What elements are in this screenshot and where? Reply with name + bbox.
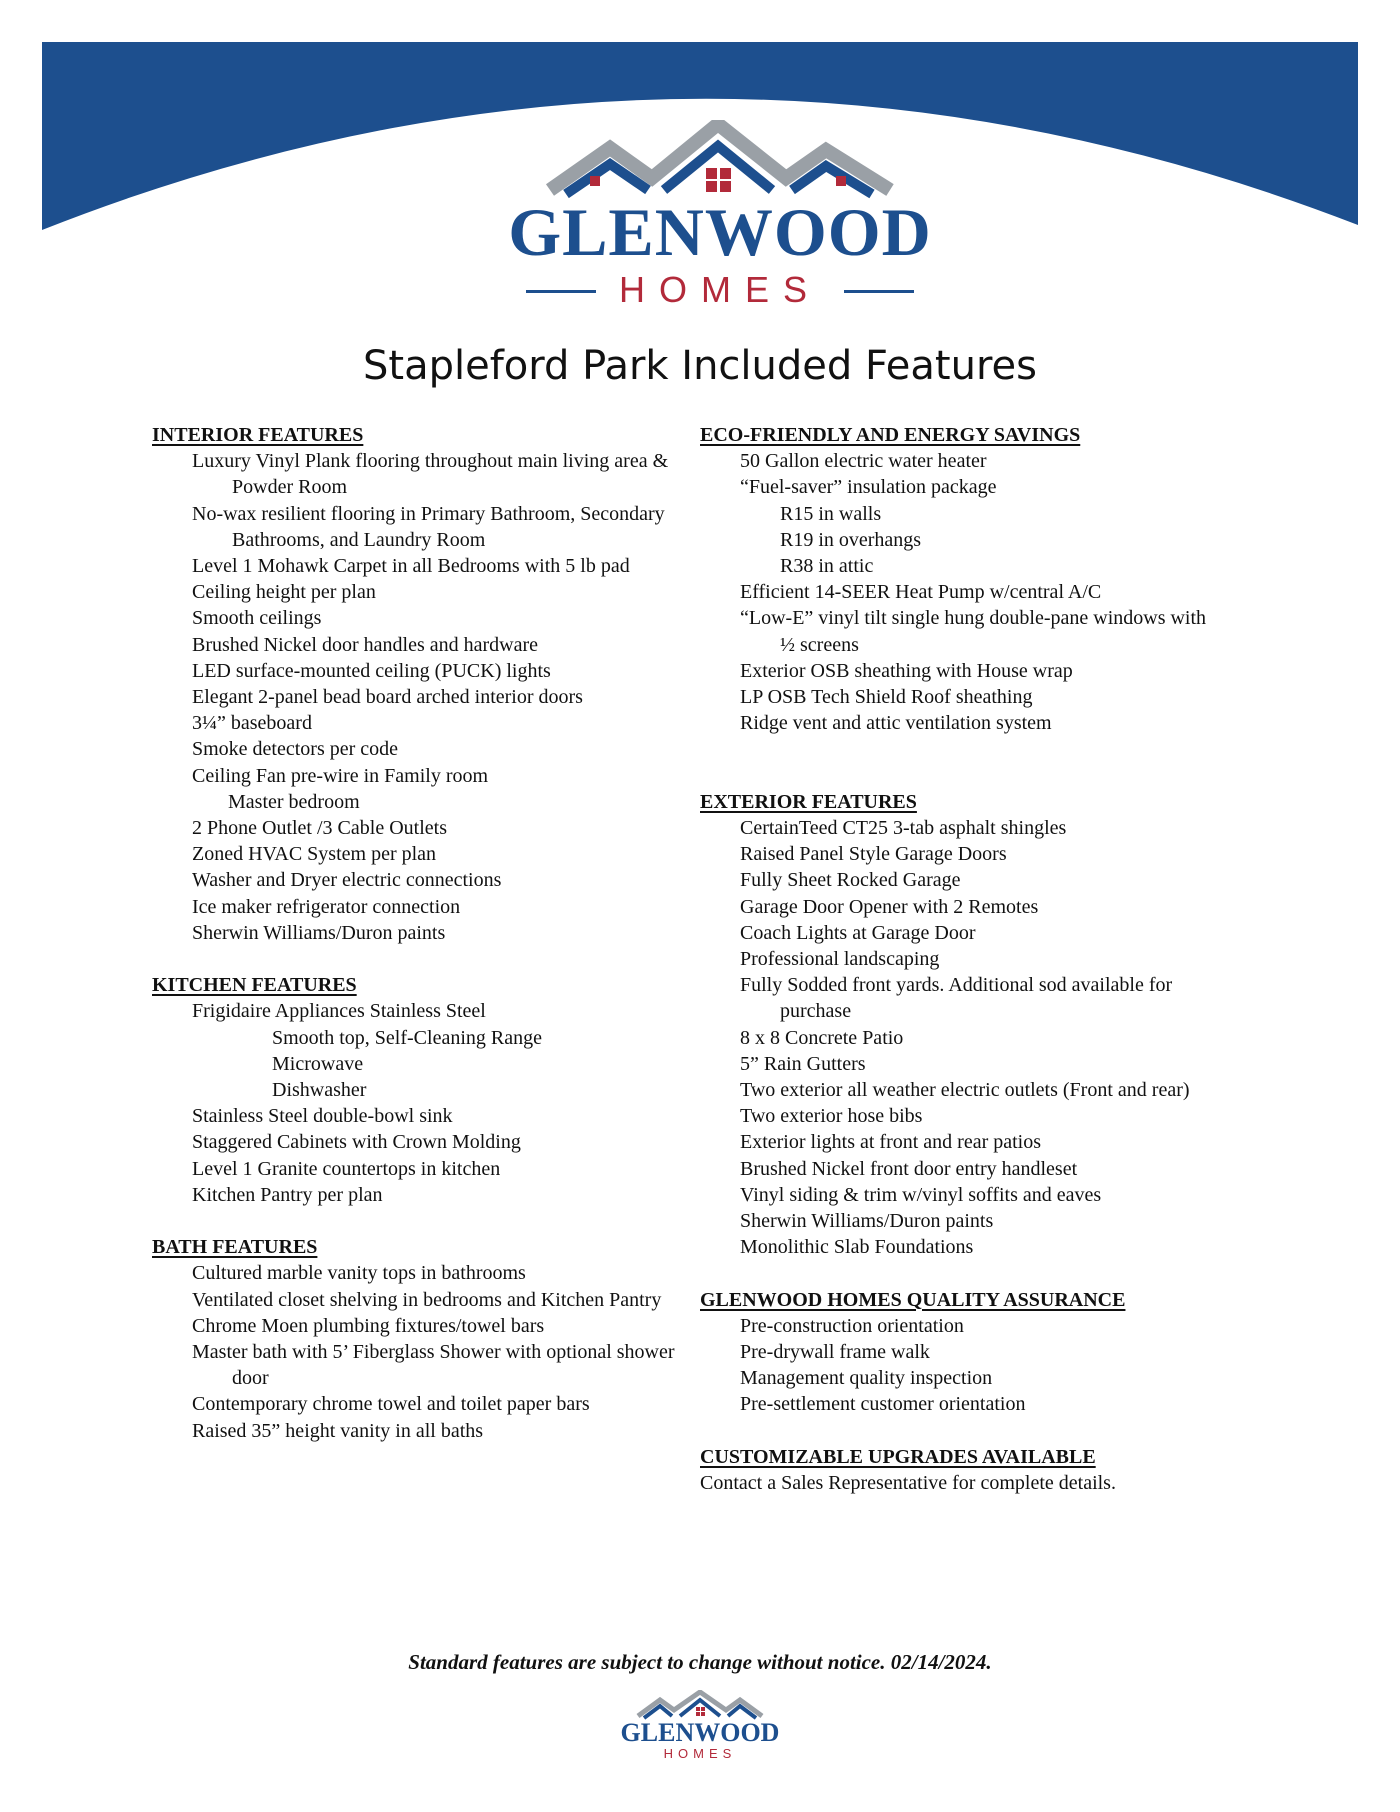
section-heading: EXTERIOR FEATURES: [700, 790, 917, 813]
feature-item: Kitchen Pantry per plan: [192, 1183, 383, 1206]
footer-brand-subtitle: HOMES: [663, 1746, 737, 1761]
feature-item: Vinyl siding & trim w/vinyl soffits and eaves: [740, 1183, 1102, 1206]
feature-item: Raised 35” height vanity in all baths: [192, 1419, 484, 1442]
feature-item: 50 Gallon electric water heater: [740, 450, 987, 473]
feature-item: Pre-settlement customer orientation: [740, 1393, 1026, 1416]
feature-item: Chrome Moen plumbing fixtures/towel bars: [192, 1314, 545, 1337]
feature-section: [700, 1287, 1220, 1418]
section-heading: CUSTOMIZABLE UPGRADES AVAILABLE: [700, 1445, 1096, 1468]
feature-item: Contact a Sales Representative for complete details.: [700, 1472, 1116, 1495]
feature-item: Master bedroom: [228, 790, 360, 813]
feature-section: [700, 1444, 1220, 1496]
feature-item: Staggered Cabinets with Crown Molding: [192, 1131, 521, 1154]
feature-section: [700, 422, 1220, 736]
feature-item: Brushed Nickel door handles and hardware: [192, 633, 538, 656]
feature-item: Efficient 14-SEER Heat Pump w/central A/C: [740, 581, 1102, 604]
feature-item: Level 1 Mohawk Carpet in all Bedrooms with 5 lb pad: [192, 555, 630, 578]
feature-item: Microwave: [272, 1052, 364, 1075]
feature-item: Coach Lights at Garage Door: [740, 921, 976, 944]
feature-item: No-wax resilient flooring in Primary Bathroom, Secondary Bathrooms, and Laundry Room: [192, 502, 665, 551]
feature-item: Pre-construction orientation: [740, 1314, 964, 1337]
footer-note: Standard features are subject to change without notice. 02/14/2024.: [408, 1650, 992, 1674]
feature-section: [152, 972, 712, 1208]
feature-item: Ceiling height per plan: [192, 581, 376, 604]
divider-right: [844, 290, 914, 293]
feature-item: LED surface-mounted ceiling (PUCK) lights: [192, 659, 551, 682]
feature-item: 8 x 8 Concrete Patio: [740, 1026, 904, 1049]
feature-item: Fully Sodded front yards. Additional sod available for purchase: [740, 974, 1173, 1023]
feature-section: [152, 422, 712, 946]
feature-item: Master bath with 5’ Fiberglass Shower with optional shower door: [192, 1341, 675, 1390]
feature-item: Elegant 2-panel bead board arched interior doors: [192, 686, 583, 709]
feature-item: 5” Rain Gutters: [740, 1052, 866, 1075]
feature-item: Washer and Dryer electric connections: [192, 869, 502, 892]
feature-item: Fully Sheet Rocked Garage: [740, 869, 961, 892]
feature-item: Cultured marble vanity tops in bathrooms: [192, 1262, 526, 1285]
feature-item: Contemporary chrome towel and toilet paper bars: [192, 1393, 590, 1416]
section-heading: INTERIOR FEATURES: [152, 424, 364, 446]
section-heading: KITCHEN FEATURES: [152, 974, 357, 997]
right-column: [700, 422, 1220, 1522]
section-heading: BATH FEATURES: [152, 1236, 318, 1259]
feature-item: Smooth top, Self-Cleaning Range: [272, 1026, 542, 1049]
feature-item: Monolithic Slab Foundations: [740, 1236, 974, 1259]
feature-item: Management quality inspection: [740, 1367, 993, 1390]
footer-logo: [610, 1690, 790, 1770]
feature-item: Smoke detectors per code: [192, 738, 399, 761]
feature-section: [152, 1234, 712, 1444]
feature-item: Ceiling Fan pre-wire in Family room: [192, 764, 489, 787]
feature-item: Dishwasher: [272, 1079, 367, 1102]
section-heading: GLENWOOD HOMES QUALITY ASSURANCE: [700, 1288, 1126, 1311]
feature-section: [700, 789, 1220, 1261]
section-spacer: [700, 763, 1220, 789]
feature-item: Frigidaire Appliances Stainless Steel: [192, 1000, 486, 1023]
feature-item: Exterior OSB sheathing with House wrap: [740, 659, 1073, 682]
page-title: Stapleford Park Included Features: [363, 343, 1037, 389]
brand-name: GLENWOOD: [508, 194, 932, 270]
feature-item: Pre-drywall frame walk: [740, 1341, 930, 1364]
feature-item: LP OSB Tech Shield Roof sheathing: [740, 686, 1033, 709]
feature-item: Ice maker refrigerator connection: [192, 895, 461, 918]
feature-item: Level 1 Granite countertops in kitchen: [192, 1157, 501, 1180]
feature-item: CertainTeed CT25 3-tab asphalt shingles: [740, 817, 1067, 840]
feature-item: Exterior lights at front and rear patios: [740, 1131, 1042, 1154]
section-heading: ECO-FRIENDLY AND ENERGY SAVINGS: [700, 424, 1081, 446]
feature-item: Two exterior all weather electric outlets (Front and rear): [740, 1079, 1190, 1102]
feature-item: Garage Door Opener with 2 Remotes: [740, 895, 1039, 918]
feature-item: R15 in walls: [780, 502, 882, 525]
feature-item: Luxury Vinyl Plank flooring throughout main living area & Powder Room: [192, 450, 669, 499]
feature-item: R19 in overhangs: [780, 528, 922, 551]
feature-item: Sherwin Williams/Duron paints: [740, 1210, 994, 1233]
feature-item: “Low-E” vinyl tilt single hung double-pane windows with ½ screens: [740, 607, 1207, 656]
feature-item: Two exterior hose bibs: [740, 1105, 923, 1128]
left-column: [152, 422, 712, 1470]
feature-item: Ventilated closet shelving in bedrooms and Kitchen Pantry: [192, 1288, 662, 1311]
feature-item: Sherwin Williams/Duron paints: [192, 921, 446, 944]
feature-item: Raised Panel Style Garage Doors: [740, 843, 1007, 866]
feature-item: “Fuel-saver” insulation package: [740, 476, 997, 499]
brand-subtitle: HOMES: [618, 269, 821, 310]
feature-item: Zoned HVAC System per plan: [192, 843, 437, 866]
feature-item: Brushed Nickel front door entry handleset: [740, 1157, 1078, 1180]
glenwood-homes-logo: [480, 120, 960, 320]
feature-item: 2 Phone Outlet /3 Cable Outlets: [192, 817, 447, 840]
feature-item: Smooth ceilings: [192, 607, 322, 630]
feature-item: Ridge vent and attic ventilation system: [740, 712, 1052, 735]
feature-item: Stainless Steel double-bowl sink: [192, 1105, 453, 1128]
feature-item: Professional landscaping: [740, 948, 940, 971]
footer-brand-name: GLENWOOD: [620, 1718, 780, 1747]
feature-item: R38 in attic: [780, 555, 874, 578]
feature-item: 3¼” baseboard: [192, 712, 312, 735]
